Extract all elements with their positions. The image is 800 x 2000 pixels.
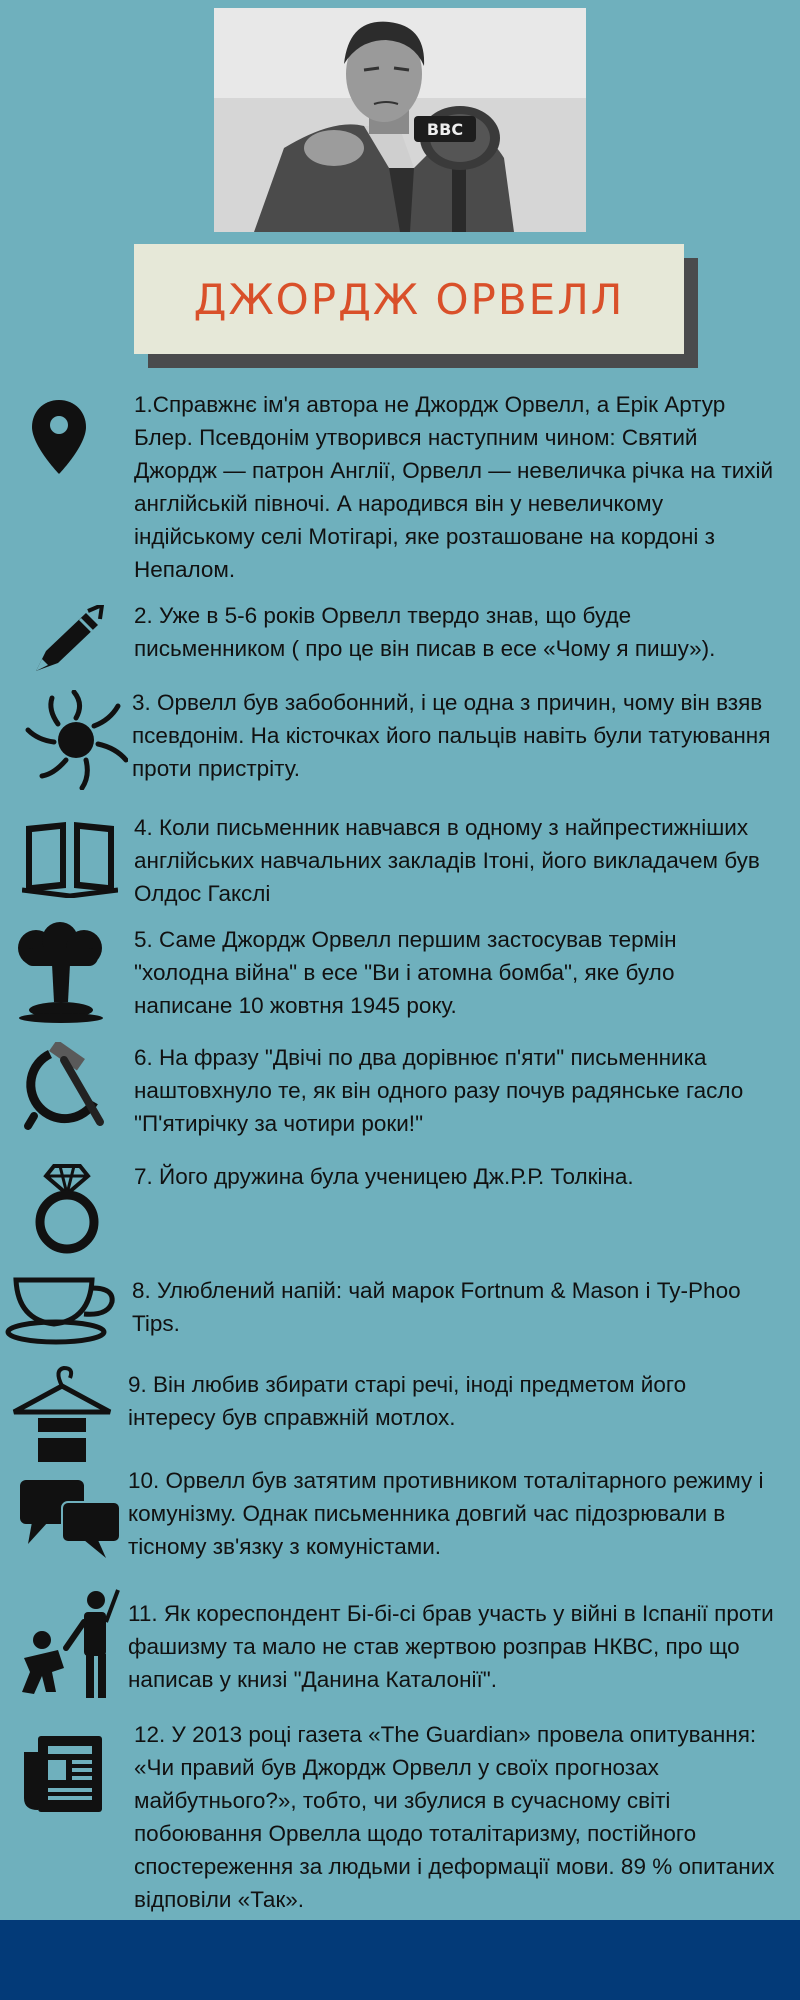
page-title: ДЖОРДЖ ОРВЕЛЛ [193,274,625,324]
fact-text-4: 4. Коли письменник навчався в одному з найпрестижніших англійських навчальних закладів Ітоні, його викладачем був Олдос Гакслі [134,815,760,906]
fact-text-10: 10. Орвелл був затятим противником тоталітарного режиму і комунізму. Однак письменника довгий час підозрювали в тісному зв'язку з комуністами. [128,1468,764,1559]
nuclear-explosion-icon [12,922,110,1024]
footer-band [0,1920,800,2000]
fact-text-12: 12. У 2013 році газета «The Guardian» провела опитування: «Чи правий був Джордж Орвелл у своїх прогнозах майбутнього?», тобто, чи збулися в сучасному світі побоювання Орвелла щодо тоталітаризму, постійного спостереження за людьми і деформації мови. 89 % опитаних відповіли «Так». [134,1722,775,1912]
open-book-icon [22,818,118,898]
newspaper-icon [20,1732,106,1818]
bbc-logo: BBC [426,120,464,139]
tribal-sun-icon [24,690,128,790]
location-pin-icon [30,398,88,476]
fact-text-2: 2. Уже в 5-6 років Орвелл твердо знав, що буде письменником ( про це він писав в есе «Чому я пишу»). [134,603,716,661]
title-banner [134,244,684,354]
speech-bubbles-icon [18,1478,122,1566]
pen-icon [28,605,106,677]
fact-text-6: 6. На фразу "Двічі по два дорівнює п'яти" письменника наштовхнуло те, як він одного разу почув радянське гасло "П'ятирічку за чотири роки!" [134,1045,744,1136]
soldier-prisoner-icon [8,1588,120,1706]
fact-text-8: 8. Улюблений напій: чай марок Fortnum & Mason і Ty-Phoo Tips. [132,1278,741,1336]
hammer-sickle-icon [20,1042,106,1132]
author-photo [214,8,586,232]
hanger-clothes-icon [10,1364,114,1468]
diamond-ring-icon [32,1162,102,1254]
teacup-icon [4,1274,118,1346]
fact-text-7: 7. Його дружина була ученицею Дж.Р.Р. Толкіна. [134,1164,634,1189]
fact-text-9: 9. Він любив збирати старі речі, іноді предметом його інтересу був справжній мотлох. [128,1372,687,1430]
title-box [134,244,684,354]
fact-text-11: 11. Як кореспондент Бі-бі-сі брав участь у війні в Іспанії проти фашизму та мало не став жертвою розправ НКВС, про що написав у книзі "Данина Каталонії". [128,1601,774,1692]
fact-text-5: 5. Саме Джордж Орвелл першим застосував термін "холодна війна" в есе "Ви і атомна бомба", яке було написане 10 жовтня 1945 року. [134,927,677,1018]
fact-text-1: 1.Справжнє ім'я автора не Джордж Орвелл, а Ерік Артур Блер. Псевдонім утворився наступним чином: Святий Джордж — патрон Англії, Орвелл — невеличка річка на тихій англійській півночі. А народився він у невеличкому індійському селі Мотігарі, яке розташоване на кордоні з Непалом. [134,392,774,582]
fact-text-3: 3. Орвелл був забобонний, і це одна з причин, чому він взяв псевдонім. На кісточках його пальців навіть були татуювання проти пристріту. [132,690,771,781]
